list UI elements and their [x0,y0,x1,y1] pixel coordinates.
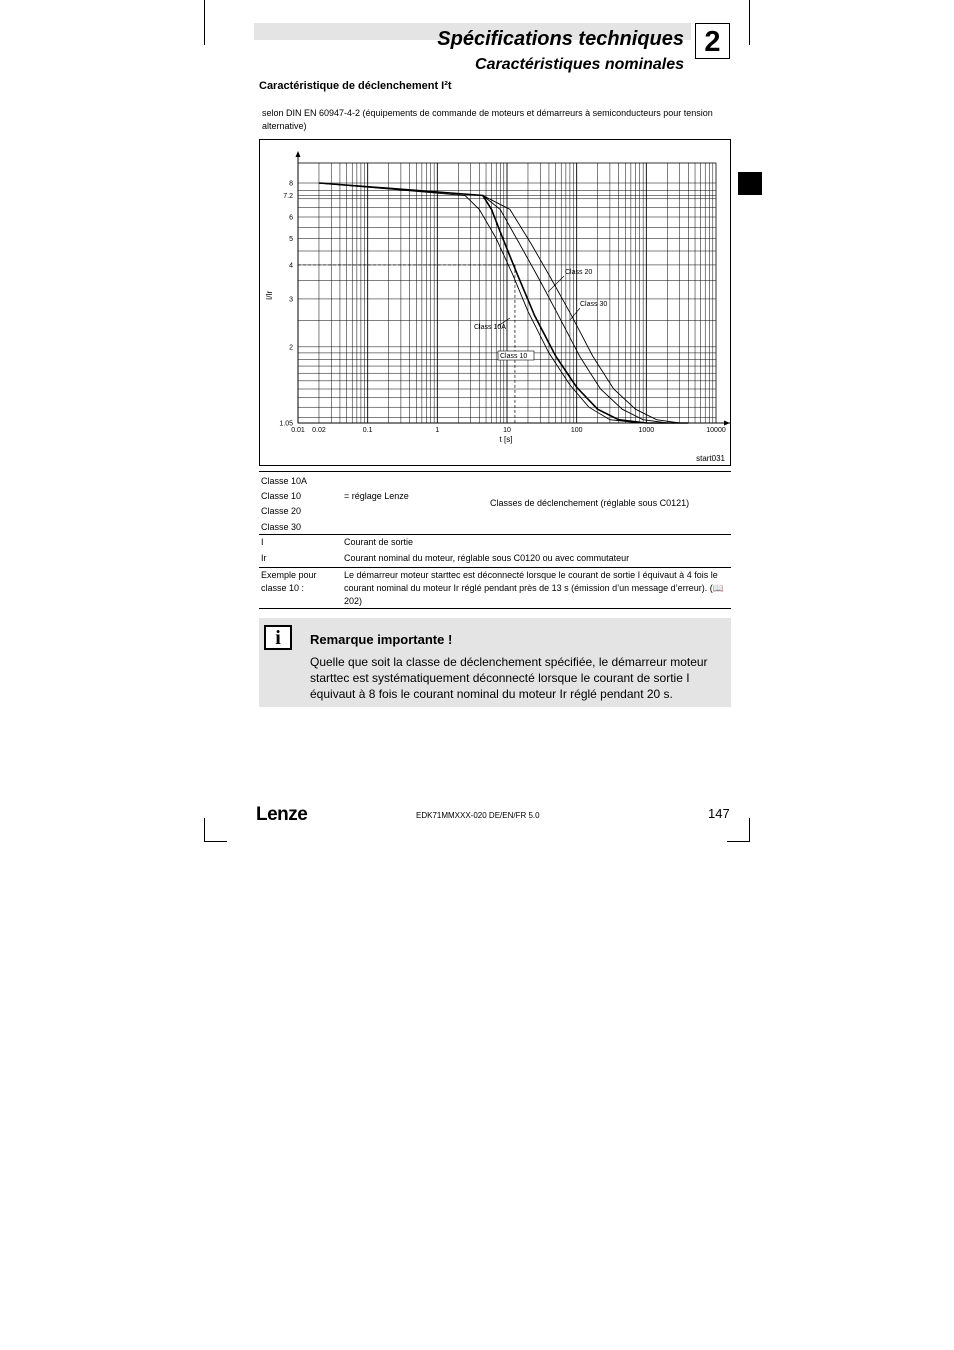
x-axis-arrow [724,421,730,426]
annotation-leader [548,276,564,292]
x-tick-label: 100 [570,427,583,434]
y-tick-label: 4 [289,262,293,270]
trip-characteristic-chart [260,140,730,465]
y-tick-label: 7.2 [283,192,293,200]
annotation-class-10a: Class 10A [474,324,506,331]
y-tick-label: 6 [289,214,293,222]
x-tick-label: 10000 [706,427,726,434]
annotation-class-20: Class 20 [565,269,593,276]
chart-labels [279,181,725,435]
symbol-ir: Ir [261,553,267,563]
x-axis-label: t [s] [499,435,513,444]
figure-id: start031 [696,454,725,463]
crop-mark [204,841,227,842]
chapter-tab-marker [738,172,762,195]
y-axis-arrow [296,151,301,157]
y-tick-label: 3 [289,296,293,304]
crop-mark [749,818,750,842]
y-tick-label: 2 [289,344,293,352]
crop-mark [727,841,750,842]
symbol-ir-desc: Courant nominal du moteur, réglable sous C0120 ou avec commutateur [344,553,630,563]
intro-text: selon DIN EN 60947-4-2 (équipements de commande de moteurs et démarreurs à semiconducteurs pour tension alternative) [262,108,713,131]
page-number: 147 [708,806,730,821]
legend-class-20: Classe 20 [261,506,302,516]
section-heading: Caractéristique de déclenchement I²t [259,80,452,92]
x-tick-label: 10 [503,427,511,434]
annotation-class-10: Class 10 [500,353,528,360]
example-text: Le démarreur moteur starttec est déconnecté lorsque le courant de sortie I équivaut à 4 fois le courant nominal du moteur Ir réglé pendant près de 13 s (émission d’un message d’erreur). (📖 202) [344,570,724,606]
legend-class-10: Classe 10 [261,491,302,501]
symbol-i: I [261,537,264,547]
legend-class-10a: Classe 10A [261,476,308,486]
page-title: Spécifications techniques [437,28,684,50]
figure-frame [259,139,731,466]
legend-default-note: = réglage Lenze [344,491,409,501]
legend-class-30: Classe 30 [261,522,302,532]
page-subtitle: Caractéristiques nominales [475,56,684,73]
crop-mark [204,818,205,842]
table-rule [259,608,731,609]
note-text: Quelle que soit la classe de déclenchement spécifiée, le démarreur moteur starttec est systématiquement déconnecté lorsque le courant de sortie I équivaut à 8 fois le courant nominal du moteur Ir réglé pendant 20 s. [310,655,708,701]
x-tick-label: 0.1 [362,427,373,434]
example-label-class: classe 10 : [261,583,305,593]
document-code: EDK71MMXXX-020 DE/EN/FR 5.0 [416,811,540,820]
crop-mark [749,0,750,45]
table-rule [259,567,731,568]
y-axis-label: I/Ir [265,290,274,300]
example-label: Exemple pour [261,570,317,580]
legend-classes-description: Classes de déclenchement (réglable sous C0121) [490,498,690,508]
table-rule [259,534,731,535]
chapter-number: 2 [695,23,730,59]
annotation-leader [570,308,580,320]
x-tick-label: 1 [435,427,440,434]
crop-mark [204,0,205,45]
annotation-class-30: Class 30 [580,301,608,308]
x-tick-label: 0.02 [312,427,326,434]
note-title: Remarque importante ! [310,632,453,647]
chart-grid [298,163,716,423]
y-tick-label: 5 [289,236,293,244]
info-icon: i [264,625,292,650]
y-tick-label: 1.05 [279,420,293,428]
lenze-logo: Lenze [256,804,308,825]
table-rule [259,471,731,472]
x-tick-label: 1000 [638,427,655,434]
symbol-i-desc: Courant de sortie [344,537,414,547]
x-tick-label: 0.01 [291,427,305,434]
y-tick-label: 8 [289,180,293,188]
series-line-class-30 [319,183,709,423]
